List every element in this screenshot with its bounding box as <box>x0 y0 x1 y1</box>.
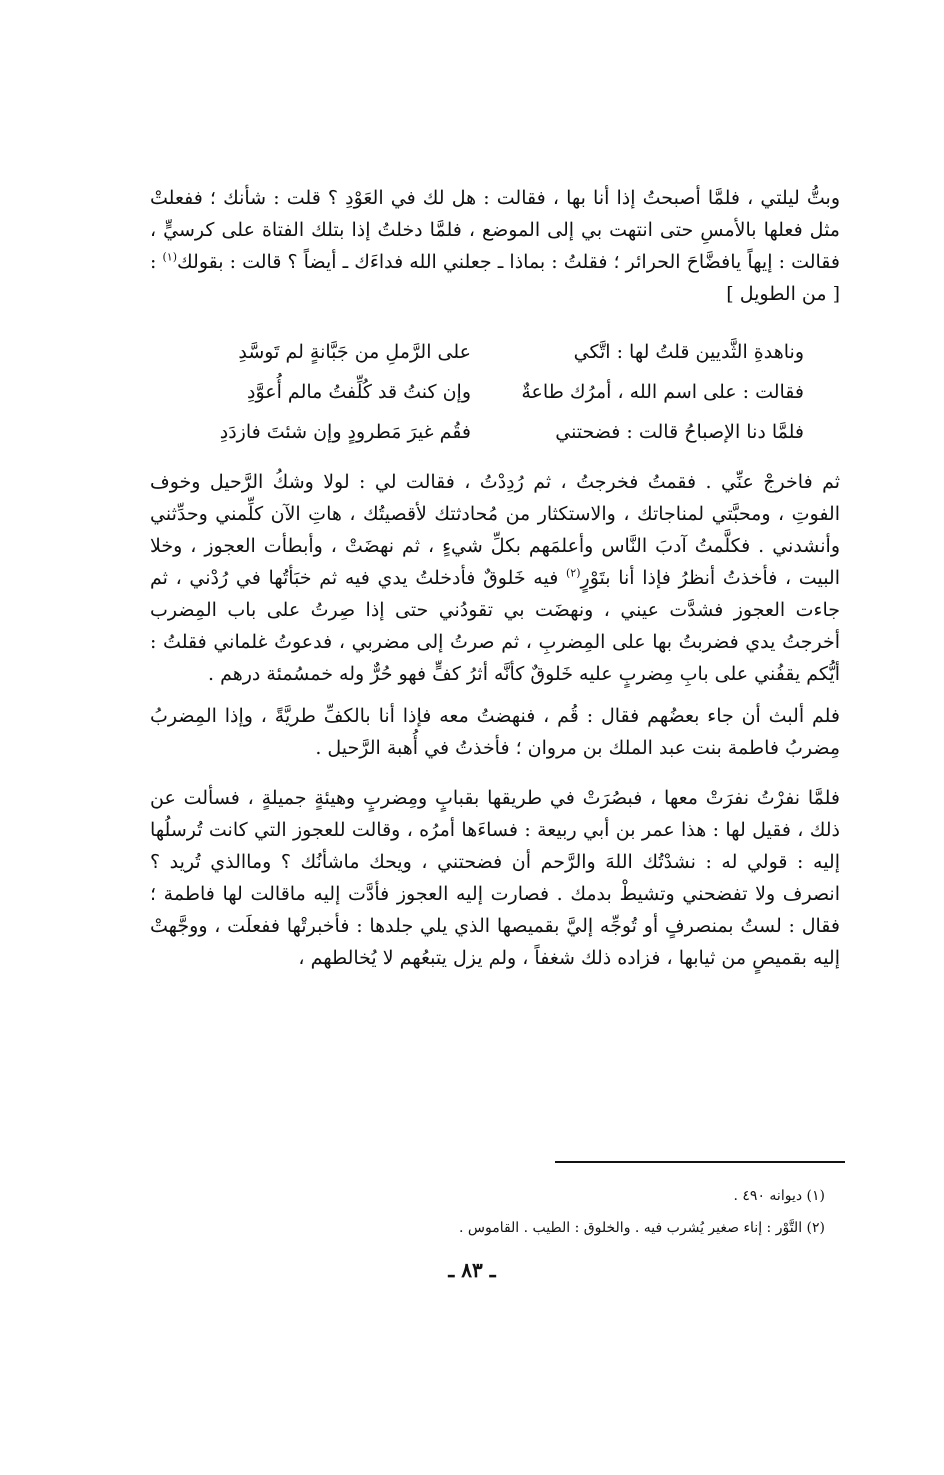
paragraph-2-text: ثم فاخرجْ عنِّي . فقمتُ فخرجتُ ، ثم رُدِدْتُ ، فقالت لي : لولا وشكُ الرَّحيل وخوف الفوتِ ، ومحبَّتي لمناجاتك ، والاستكثار من مُحادثتك لأقصيتُك ، هاتِ الآن كلِّمني وحدِّثني وأنشدني . فكلَّمتُ آدبَ النَّاس وأعلمَهم بكلِّ شيءٍ ، ثم نهضَتْ ، وأبطأت العجوز ، وخلا البيت ، فأخذتُ أنظرُ فإذا أنا بتَوْرٍ <box>150 471 840 589</box>
paragraph-3: فلم ألبث أن جاء بعضُهم فقال : قُم ، فنهضتُ معه فإذا أنا بالكفِّ طريَّةً ، وإذا المِضربُ مِضربُ فاطمة بنت عبد الملك بن مروان ؛ فأخذتُ في أُهبة الرَّحيل . <box>150 705 840 759</box>
verse-second-hemistich: وإن كنتُ قد كُلِّفتُ مالم أُعوَّدِ <box>247 381 471 403</box>
paragraph-2 <box>150 466 840 690</box>
paragraph-1-tail: : [ من الطويل ] <box>150 251 840 305</box>
paragraph-1 <box>150 182 840 310</box>
page-number: ـ ٨٣ ـ <box>448 1258 496 1282</box>
verse-first-hemistich: وناهدةِ الثَّديين قلتُ لها : اتَّكي <box>573 341 804 363</box>
footnote-1: (١) ديوانه ٤٩٠ . <box>733 1188 825 1204</box>
verse-row <box>186 332 804 372</box>
footnote-ref-1: (١) <box>162 250 178 264</box>
verse-row <box>186 412 804 452</box>
verse-first-hemistich: فلمَّا دنا الإصباحُ قالت : فضحتني <box>555 421 804 443</box>
paragraph-2-tail: فيه خَلوقٌ فأدخلتُ يدي فيه ثم خبَأتُها في رُدْني ، ثم جاءت العجوز فشدَّت عيني ، ونهضَت بي تقودُني حتى إذا صِرتُ على باب المِضرب أخرجتُ يدي فضربتُ بها على المِضربِ ، ثم صرتُ إلى مضربي ، فدعوتُ غلماني فقلتُ : أيُّكم يقفُني على بابِ مِضربٍ عليه خَلوقٌ كأنَّه أثرُ كفٍّ فهو حُرٌّ وله خمسُمئة درهم . <box>150 567 840 685</box>
verse-second-hemistich: على الرَّملِ من جَبَّانةٍ لم تَوسَّدِ <box>238 341 471 363</box>
paragraph-4: فلمَّا نفرْتُ نفرَتْ معها ، فبصُرَتْ في طريقها بقبابٍ ومِضربٍ وهيئةٍ جميلةٍ ، فسألت عن ذلك ، فقيل لها : هذا عمر بن أبي ربيعة : فساءَها أمرُه ، وقالت للعجوز التي كانت تُرسلُها إليه : قولي له : نشدْتُك اللهَ والرَّحم أن فضحتني ، ويحك ماشأنُك ؟ وماالذي تُريد ؟ انصرف ولا تفضحني وتشيطْ بدمك . فصارت إليه العجوز فأدَّت إليه ماقالت لها فاطمة ؛ فقال : لستُ بمنصرفٍ أو تُوجِّه إليَّ بقميصها الذي يلي جلدها : فأخبرتْها ففعلَت ، ووجَّهتْ إليه بقميصٍ من ثيابها ، فزاده ذلك شغفاً ، ولم يزل يتبعُهم لا يُخالطهم ، <box>150 787 840 969</box>
footnotes <box>300 1180 825 1244</box>
verse-second-hemistich: فقُم غيرَ مَطرودٍ وإن شئتَ فازدَدِ <box>219 421 471 443</box>
footnote-ref-2: (٢) <box>566 566 581 580</box>
poem-block <box>186 332 804 452</box>
verse-row <box>186 372 804 412</box>
verse-first-hemistich: فقالت : على اسم الله ، أمرُك طاعةٌ <box>521 381 804 403</box>
footnote-2: (٢) التَّوْر : إناء صغير يُشرب فيه . والخلوق : الطيب . القاموس . <box>458 1220 825 1236</box>
page-body <box>150 182 840 974</box>
footnote-divider <box>555 1161 845 1163</box>
paragraph-1-text: وبتُّ ليلتي ، فلمَّا أصبحتُ إذا أنا بها ، فقالت : هل لك في العَوْدِ ؟ قلت : شأنك ؛ ففعلتْ مثل فعلها بالأمسِ حتى انتهت بي إلى الموضع ، فلمَّا دخلتُ إذا بتلك الفتاة على كرسيٍّ ، فقالت : إيهاً يافضَّاحَ الحرائر ؛ فقلتُ : بماذا ـ جعلني الله فداءَك ـ أيضاً ؟ قالت : بقولك <box>150 187 840 273</box>
